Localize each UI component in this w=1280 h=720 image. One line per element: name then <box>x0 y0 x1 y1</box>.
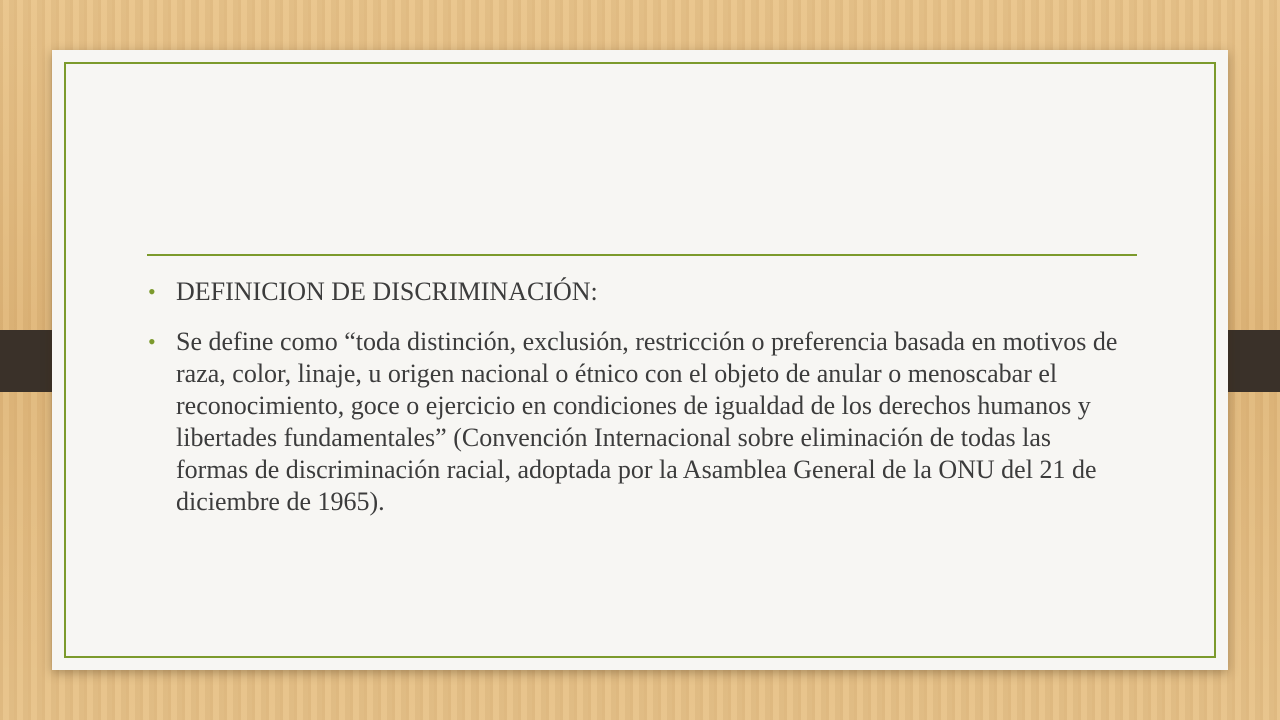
bullet-icon: • <box>148 329 156 354</box>
slide <box>52 50 1228 670</box>
bullet-text: Se define como “toda distinción, exclusión, restricción o preferencia basada en motivos de raza, color, linaje, u origen nacional o étnico con el objeto de anular o menoscabar el reconocimiento, goce o ejercicio en condiciones de igualdad de los derechos humanos y libertades fundamentales” (Convención Internacional sobre eliminación de todas las formas de discriminación racial, adoptada por la Asamblea General de la ONU del 21 de diciembre de 1965). <box>176 327 1118 516</box>
bullet-item-definition <box>148 326 1128 518</box>
bullet-item-heading <box>148 276 1128 308</box>
bullet-text: DEFINICION DE DISCRIMINACIÓN: <box>176 277 598 306</box>
title-divider <box>147 254 1137 256</box>
slide-content <box>148 276 1128 518</box>
bullet-icon: • <box>148 279 156 304</box>
